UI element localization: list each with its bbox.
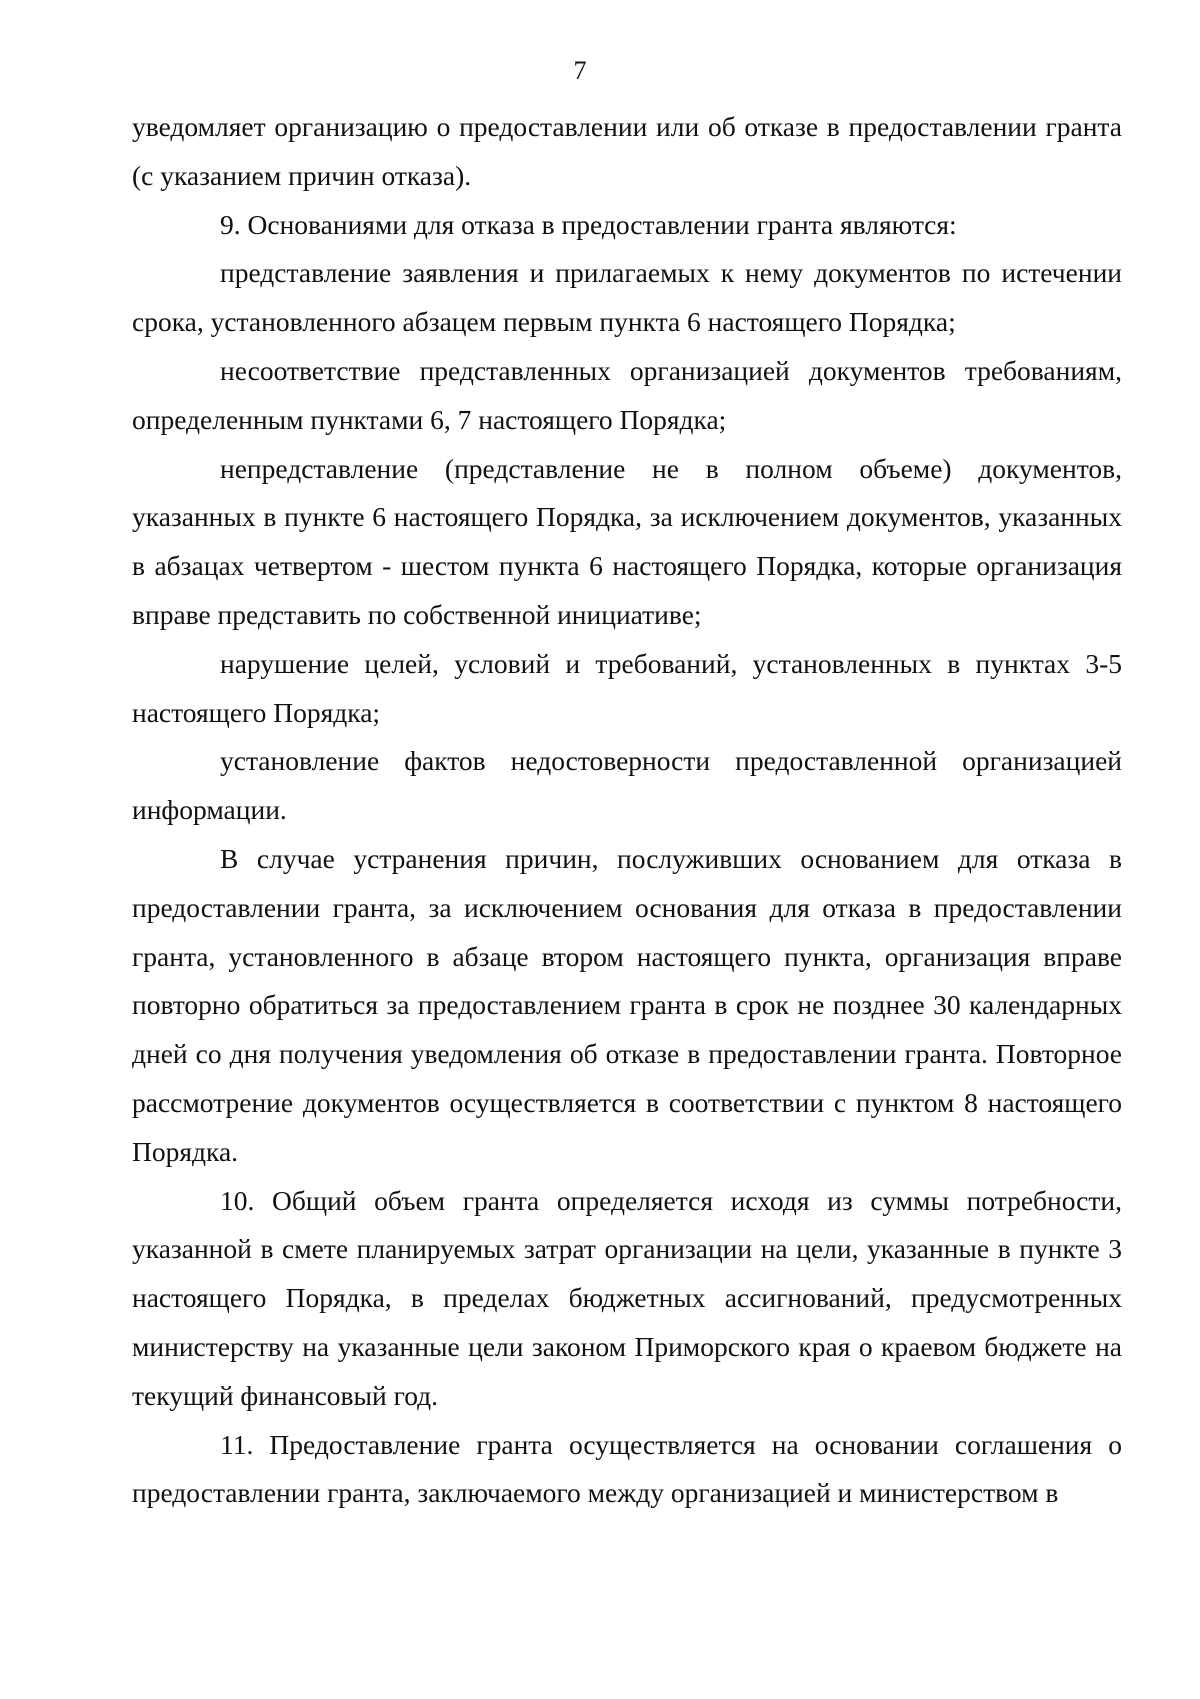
paragraph-item-9: 9. Основаниями для отказа в предоставлении гранта являются: [220, 208, 957, 240]
paragraph-refusal-ground-2: несоответствие представленных организацией документов требованиям, определенным пунктами 6, 7 настоящего Порядка; [132, 354, 1122, 435]
paragraph-refusal-ground-5: установление фактов недостоверности предоставленной организацией информации. [132, 745, 1122, 826]
paragraph-continuation: уведомляет организацию о предоставлении или об отказе в предоставлении гранта (с указанием причин отказа). [132, 111, 1122, 191]
document-body [132, 103, 1122, 1518]
paragraph-item-11: 11. Предоставление гранта осуществляется на основании соглашения о предоставлении гранта, заключаемого между организацией и министерством в [132, 1428, 1122, 1509]
paragraph-refusal-ground-4: нарушение целей, условий и требований, установленных в пунктах 3-5 настоящего Порядка; [132, 647, 1122, 728]
paragraph-refusal-ground-1: представление заявления и прилагаемых к нему документов по истечении срока, установленного абзацем первым пункта 6 настоящего Порядка; [132, 257, 1122, 338]
paragraph-item-10: 10. Общий объем гранта определяется исходя из суммы потребности, указанной в смете планируемых затрат организации на цели, указанные в пункте 3 настоящего Порядка, в пределах бюджетных ассигнований, предусмотренных министерству на указанные цели законом Приморского края о краевом бюджете на текущий финансовый год. [132, 1184, 1122, 1411]
paragraph-refusal-ground-3: непредставление (представление не в полном объеме) документов, указанных в пункте 6 настоящего Порядка, за исключением документов, указанных в абзацах четвертом - шестом пункта 6 настоящего Порядка, которые организация вправе представить по собственной инициативе; [132, 452, 1122, 630]
page-number: 7 [573, 56, 587, 85]
paragraph-resubmission: В случае устранения причин, послуживших основанием для отказа в предоставлении гранта, за исключением основания для отказа в предоставлении гранта, установленного в абзаце втором настоящего пункта, организация вправе повторно обратиться за предоставлением гранта в срок не позднее 30 календарных дней со дня получения уведомления об отказе в предоставлении гранта. Повторное рассмотрение документов осуществляется в соответствии с пунктом 8 настоящего Порядка. [132, 842, 1122, 1167]
